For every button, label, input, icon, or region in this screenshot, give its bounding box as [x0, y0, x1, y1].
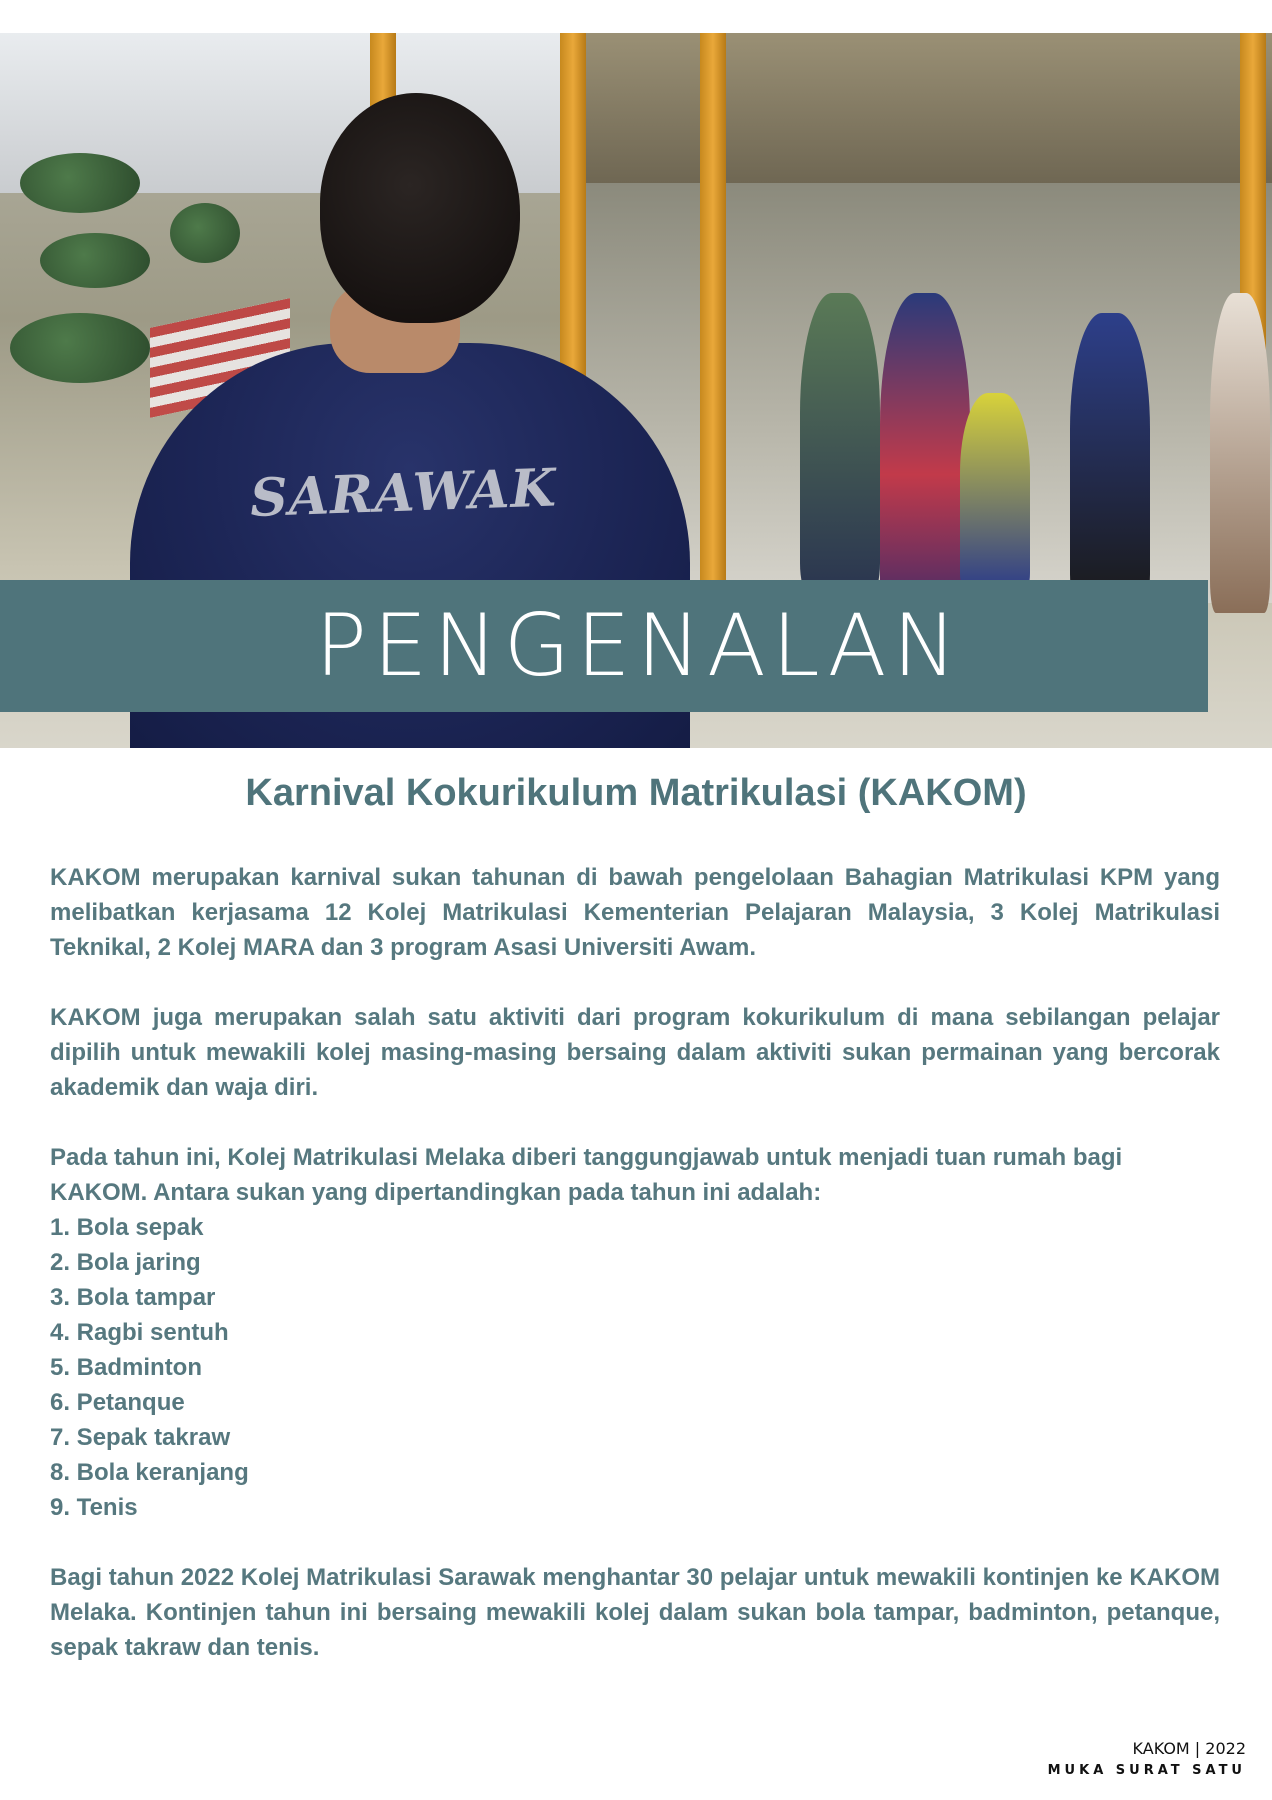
photo-player: [1070, 313, 1150, 603]
photo-player: [800, 293, 880, 593]
photo-player: [1210, 293, 1270, 613]
photo-tree: [10, 313, 150, 383]
photo-player: [960, 393, 1030, 593]
photo-tree: [40, 233, 150, 288]
body-content: [50, 860, 1220, 1700]
sports-list: [50, 1210, 1220, 1525]
intro-paragraph: KAKOM merupakan karnival sukan tahunan di bawah pengelolaan Bahagian Matrikulasi KPM yang melibatkan kerjasama 12 Kolej Matrikulasi Kementerian Pelajaran Malaysia, 3 Kolej Matrikulasi Teknikal, 2 Kolej MARA dan 3 program Asasi Universiti Awam.: [50, 864, 1220, 961]
photo-tree: [170, 203, 240, 263]
photo-pillar: [700, 33, 726, 593]
footer-page-label: MUKA SURAT SATU: [1047, 1763, 1246, 1778]
list-item: 5. Badminton: [50, 1354, 203, 1381]
list-item: 6. Petanque: [50, 1389, 185, 1416]
activity-paragraph: KAKOM juga merupakan salah satu aktiviti dari program kokurikulum di mana sebilangan pelajar dipilih untuk mewakili kolej masing-masing bersaing dalam aktiviti sukan permainan yang bercorak akademik dan waja diri.: [50, 1004, 1220, 1101]
host-paragraph: Pada tahun ini, Kolej Matrikulasi Melaka diberi tanggungjawab untuk menjadi tuan rumah bagi KAKOM. Antara sukan yang dipertandingkan pada tahun ini adalah:: [50, 1144, 1123, 1206]
title-band: [0, 580, 1208, 712]
list-item: 7. Sepak takraw: [50, 1424, 231, 1451]
footer-event-year: KAKOM | 2022: [1132, 1739, 1246, 1758]
list-item: 2. Bola jaring: [50, 1249, 201, 1276]
list-item: 4. Ragbi sentuh: [50, 1319, 229, 1346]
page-footer: [1048, 1737, 1246, 1781]
list-item: 3. Bola tampar: [50, 1284, 216, 1311]
photo-tree: [20, 153, 140, 213]
photo-player: [880, 293, 970, 623]
list-item: 8. Bola keranjang: [50, 1459, 249, 1486]
photo-walkway-roof: [560, 33, 1272, 183]
photo-shirt-text: SARAWAK: [249, 457, 558, 530]
list-item: 9. Tenis: [50, 1494, 138, 1521]
page-title: PENGENALAN: [315, 596, 963, 696]
list-item: 1. Bola sepak: [50, 1214, 204, 1241]
closing-paragraph: Bagi tahun 2022 Kolej Matrikulasi Sarawak menghantar 30 pelajar untuk mewakili kontinjen ke KAKOM Melaka. Kontinjen tahun ini bersaing mewakili kolej dalam sukan bola tampar, badminton, petanque, sepak takraw dan tenis.: [50, 1564, 1220, 1661]
section-heading: Karnival Kokurikulum Matrikulasi (KAKOM): [245, 772, 1027, 814]
